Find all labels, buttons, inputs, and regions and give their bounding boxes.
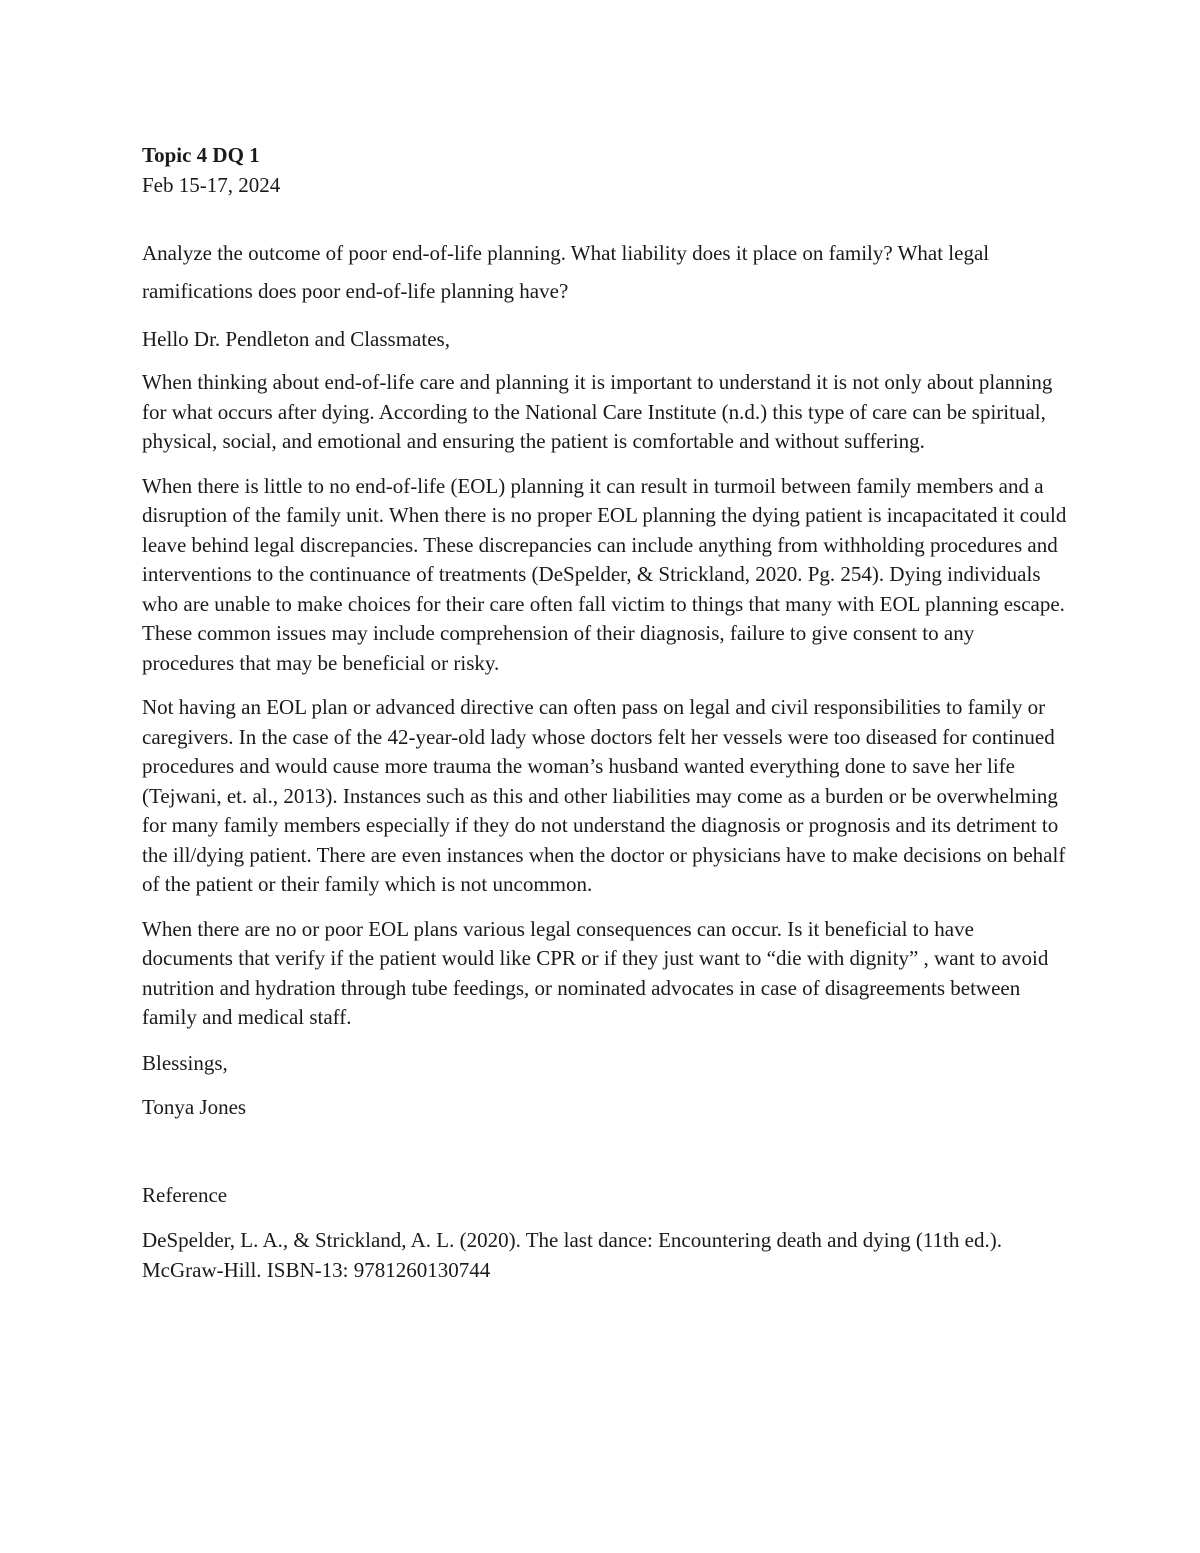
signature: Tonya Jones	[142, 1094, 247, 1119]
reference-entry: DeSpelder, L. A., & Strickland, A. L. (2020). The last dance: Encountering death and dying (11th ed.). McGraw-Hill. ISBN-13: 9781260130744	[142, 1227, 1002, 1282]
closing: Blessings,	[142, 1050, 228, 1075]
discussion-question: Analyze the outcome of poor end-of-life planning. What liability does it place on family? What legal ramifications does poor end-of-life planning have?	[142, 241, 990, 303]
document-title: Topic 4 DQ 1	[142, 143, 260, 167]
body-paragraph-2: When there is little to no end-of-life (EOL) planning it can result in turmoil between family members and a disruption of the family unit. When there is no proper EOL planning the dying patient is incapacitated it could leave behind legal discrepancies. These discrepancies can include anything from withholding procedures and interventions to the continuance of treatments (DeSpelder, & Strickland, 2020. Pg. 254). Dying individuals who are unable to make choices for their care often fall victim to things that many with EOL planning escape. These common issues may include comprehension of their diagnosis, failure to give consent to any procedures that may be beneficial or risky.	[142, 473, 1067, 675]
document-date: Feb 15-17, 2024	[142, 173, 281, 197]
salutation: Hello Dr. Pendleton and Classmates,	[142, 327, 450, 351]
body-paragraph-3: Not having an EOL plan or advanced directive can often pass on legal and civil responsibilities to family or caregivers. In the case of the 42-year-old lady whose doctors felt her vessels were too diseased for continued procedures and would cause more trauma the woman’s husband wanted everything done to save her life (Tejwani, et. al., 2013). Instances such as this and other liabilities may come as a burden or be overwhelming for many family members especially if they do not understand the diagnosis or prognosis and its detriment to the ill/dying patient. There are even instances when the doctor or physicians have to make decisions on behalf of the patient or their family which is not uncommon.	[142, 695, 1066, 896]
body-paragraph-4: When there are no or poor EOL plans various legal consequences can occur. Is it beneficial to have documents that verify if the patient would like CPR or if they just want to “die with dignity” , want to avoid nutrition and hydration through tube feedings, or nominated advocates in case of disagreements between family and medical staff.	[142, 916, 1049, 1029]
body-paragraph-1: When thinking about end-of-life care and planning it is important to understand it is not only about planning for what occurs after dying. According to the National Care Institute (n.d.) this type of care can be spiritual, physical, social, and emotional and ensuring the patient is comfortable and without suffering.	[142, 370, 1053, 453]
reference-heading: Reference	[142, 1182, 228, 1207]
document-page	[142, 140, 1067, 1285]
